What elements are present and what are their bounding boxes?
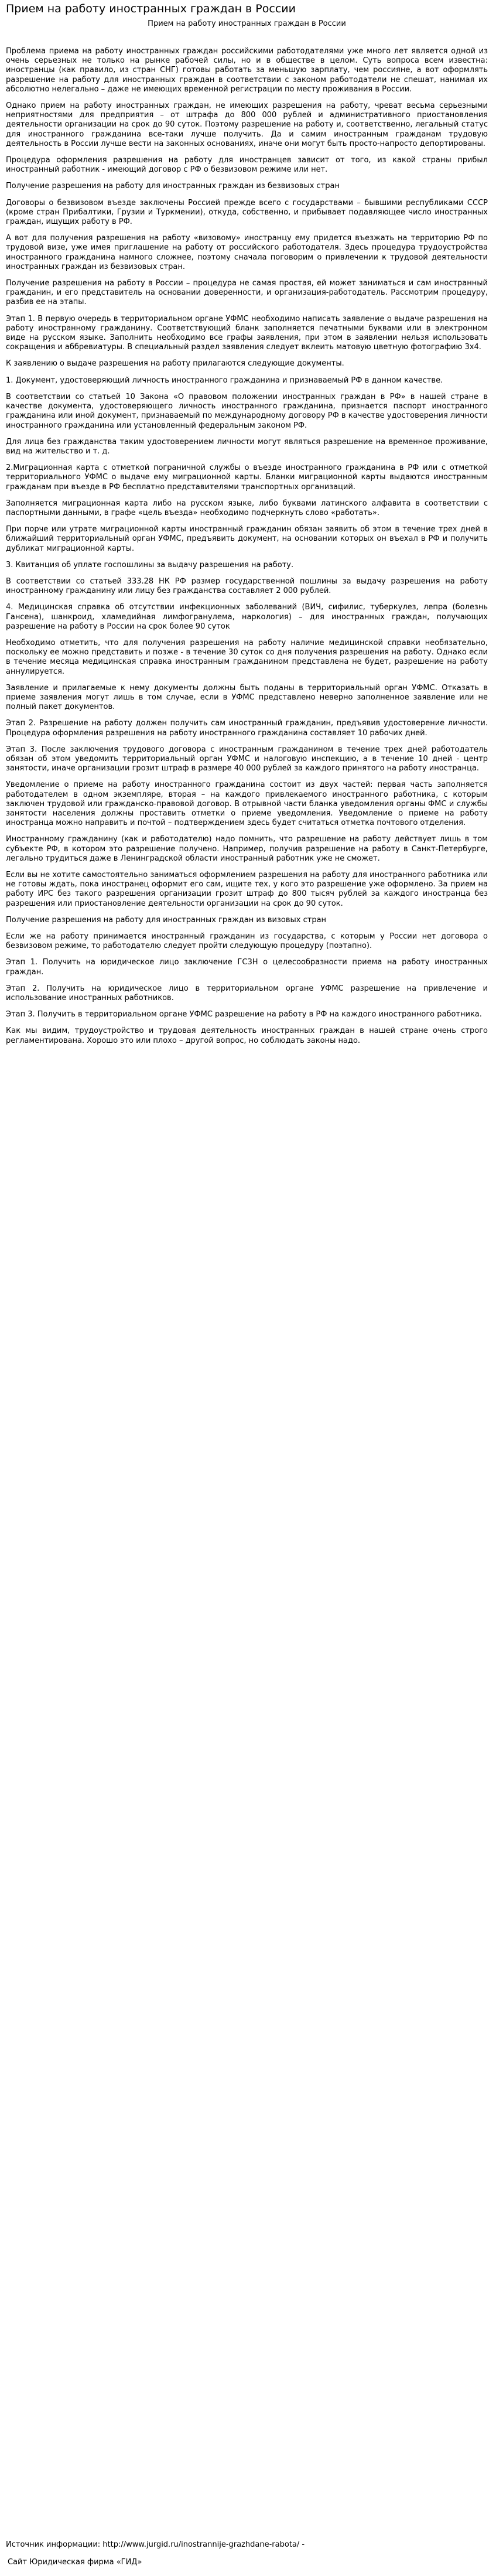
paragraph: Этап 1. В первую очередь в территориальном органе УФМС необходимо написать заявление о выдаче разрешения на работу иностранному гражданину. Соответствующий бланк заполняется печатными буквами или в электронном виде на русском языке. Заполнить необходимо все графы заявления, при этом в заявлении нельзя использовать сокращения и аббревиатуры. В специальный раздел заявления следует вклеить матовую цветную фотографию 3х4. [6, 314, 488, 352]
paragraph: Этап 2. Получить на юридическое лицо в территориальном органе УФМС разрешение на привлечение и использование иностранных работников. [6, 984, 488, 1003]
source-footer [6, 2540, 488, 2568]
page-subtitle: Прием на работу иностранных граждан в России [148, 19, 346, 28]
source-line: Источник информации: http://www.jurgid.ru/inostrannije-grazhdane-rabota/ - [6, 2540, 305, 2549]
paragraph: Необходимо отметить, что для получения разрешения на работу наличие медицинской справки необязательно, поскольку ее можно представить и позже - в течение 30 суток со дня получения разрешения на работу. Однако если в течение месяца медицинская справка иностранным гражданином представлена не будет, разрешение на работу аннулируется. [6, 638, 488, 676]
paragraph: Проблема приема на работу иностранных граждан российскими работодателями уже много лет является одной из очень серьезных не только на рынке рабочей силы, но и в обществе в целом. Суть вопроса всем известна: иностранцы (как правило, из стран СНГ) готовы работать за меньшую зарплату, чем россияне, а вот оформлять разрешение на работу для иностранных граждан в соответствии с законом работодатели не спешат, нанимая их абсолютно нелегально – даже не имеющих временной регистрации по месту проживания в России. [6, 47, 488, 94]
paragraph: 4. Медицинская справка об отсутствии инфекционных заболеваний (ВИЧ, сифилис, туберкулез, лепра (болезнь Гансена), шанкроид, хламедийная лимфогранулема, наркология) – для иностранных граждан, получающих разрешение на работу в России на срок более 90 суток [6, 603, 488, 631]
paragraph: 1. Документ, удостоверяющий личность иностранного гражданина и признаваемый РФ в данном качестве. [6, 376, 443, 385]
section-heading: Получение разрешения на работу для иностранных граждан из визовых стран [6, 915, 327, 924]
paragraph: В соответствии со статьей 333.28 НК РФ размер государственной пошлины за выдачу разрешения на работу иностранному гражданину или лицу без гражданства составляет 2 000 рублей. [6, 576, 488, 596]
paragraph: Процедура оформления разрешения на работу для иностранцев зависит от того, из какой страны прибыл иностранный работник - имеющий договор с РФ о безвизовом режиме или нет. [6, 156, 488, 175]
paragraph: Договоры о безвизовом въезде заключены Россией прежде всего с государствами – бывшими республиками СССР (кроме стран Прибалтики, Грузии и Туркмении), откуда, собственно, и прибывает подавляющее число иностранных граждан, ищущих работу в РФ. [6, 198, 488, 227]
paragraph: Получение разрешения на работу в России – процедура не самая простая, ей может заниматься и сам иностранный гражданин, и его представитель на основании доверенности, и организация-работодатель. Рассмотрим процедуру, разбив ее на этапы. [6, 279, 488, 307]
paragraph: Этап 3. Получить в территориальном органе УФМС разрешение на работу в РФ на каждого иностранного работника. [6, 1010, 482, 1019]
paragraph: Если же на работу принимается иностранный гражданин из государства, с которым у России нет договора о безвизовом режиме, то работодателю следует пройти следующую процедуру (поэтапно). [6, 932, 488, 951]
page-title: Прием на работу иностранных граждан в России [6, 2, 296, 15]
paragraph: К заявлению о выдаче разрешения на работу прилагаются следующие документы. [6, 359, 344, 369]
paragraph: Этап 3. После заключения трудового договора с иностранным гражданином в течение трех дней работодатель обязан об этом уведомить территориальный орган УФМС и налоговую инспекцию, а в течение 10 дней - центр занятости, иначе организации грозит штраф в размере 40 000 рублей за каждого принятого на работу иностранца. [6, 745, 488, 773]
paragraph: Иностранному гражданину (как и работодателю) надо помнить, что разрешение на работу действует лишь в том субъекте РФ, в котором это разрешение получено. Например, получив разрешение на работу в Санкт-Петербурге, легально трудиться даже в Ленинградской области иностранный работник уже не сможет. [6, 835, 488, 863]
paragraph: В соответствии со статьей 10 Закона «О правовом положении иностранных граждан в РФ» в нашей стране в качестве документа, удостоверяющего личность иностранного гражданина, признается паспорт иностранного гражданина или иной документ, признаваемый по международному договору РФ в качестве удостоверения личности иностранного гражданина или установленный федеральным законом РФ. [6, 392, 488, 430]
paragraph: Этап 2. Разрешение на работу должен получить сам иностранный гражданин, предъявив удостоверение личности. Процедура оформления разрешения на работу иностранного гражданина составляет 10 рабочих дней. [6, 719, 488, 738]
paragraph: Однако прием на работу иностранных граждан, не имеющих разрешения на работу, чреват весьма серьезными неприятностями для предприятия – от штрафа до 800 000 рублей и административного приостановления деятельности организации на срок до 90 суток. Поэтому разрешение на работу и, соответственно, легальный статус для иностранного гражданина все-таки лучше получить. Да и самим иностранным гражданам трудовую деятельность в России лучше вести на законных основаниях, иначе они могут быть просто-напросто депортированы. [6, 101, 488, 148]
article-body [6, 47, 488, 1046]
paragraph: Этап 1. Получить на юридическое лицо заключение ГСЗН о целесообразности приема на работу иностранных граждан. [6, 958, 488, 977]
paragraph: Заявление и прилагаемые к нему документы должны быть поданы в территориальный орган УФМС. Отказать в приеме заявления могут лишь в том случае, если в УФМС представлено неверно заполненное заявление или не полный пакет документов. [6, 683, 488, 712]
paragraph: Заполняется миграционная карта либо на русском языке, либо буквами латинского алфавита в соответствии с паспортными данными, в графе «цель въезда» необходимо подчеркнуть слово «работать». [6, 499, 488, 517]
paragraph: Если вы не хотите самостоятельно заниматься оформлением разрешения на работу для иностранного работника или не готовы ждать, пока иностранец оформит его сам, ищите тех, у кого это разрешение уже оформлено. За прием на работу ИРС без такого разрешения организации грозит штраф до 800 тысяч рублей за каждого иностранца без разрешения или приостановление деятельности организации на срок до 90 суток. [6, 871, 488, 908]
section-heading: Получение разрешения на работу для иностранных граждан из безвизовых стран [6, 182, 340, 191]
site-credit: Сайт Юридическая фирма «ГИД» [8, 2558, 142, 2567]
paragraph: 3. Квитанция об уплате госпошлины за выдачу разрешения на работу. [6, 560, 294, 569]
paragraph: При порче или утрате миграционной карты иностранный гражданин обязан заявить об этом в течение трех дней в ближайший территориальный орган УФМС, предъявить документ, на основании которых он въехал в РФ и получить дубликат миграционной карты. [6, 525, 488, 553]
paragraph: 2.Миграционная карта с отметкой пограничной службы о въезде иностранного гражданина в РФ или с отметкой территориального УФМС о выдаче ему миграционной карты. Бланки миграционной карты выдаются иностранным гражданам при въезде в РФ бесплатно представителями транспортных организаций. [6, 463, 488, 492]
paragraph: Для лица без гражданства таким удостоверением личности могут являться разрешение на временное проживание, вид на жительство и т. д. [6, 437, 488, 456]
paragraph: Как мы видим, трудоустройство и трудовая деятельность иностранных граждан в нашей стране очень строго регламентирована. Хорошо это или плохо – другой вопрос, но соблюдать законы надо. [6, 1026, 488, 1045]
paragraph: Уведомление о приеме на работу иностранного гражданина состоит из двух частей: первая часть заполняется работодателем в одном экземпляре, вторая – на каждого привлекаемого иностранного работника, с которым заключен трудовой или гражданско-правовой договор. В отрывной части бланка уведомления органы ФМС и службы занятости населения должны проставить отметки о приеме уведомления. Уведомление о приеме на работу иностранца можно направить и почтой – подтверждением здесь будет считаться отметка почтового отделения. [6, 780, 488, 828]
paragraph: А вот для получения разрешения на работу «визовому» иностранцу ему придется въезжать на территорию РФ по трудовой визе, уже имея приглашение на работу от российского работодателя. Здесь процедура трудоустройства иностранного гражданина намного сложнее, поэтому сначала поговорим о привлечении к трудовой деятельности иностранных граждан из безвизовых стран. [6, 234, 488, 271]
